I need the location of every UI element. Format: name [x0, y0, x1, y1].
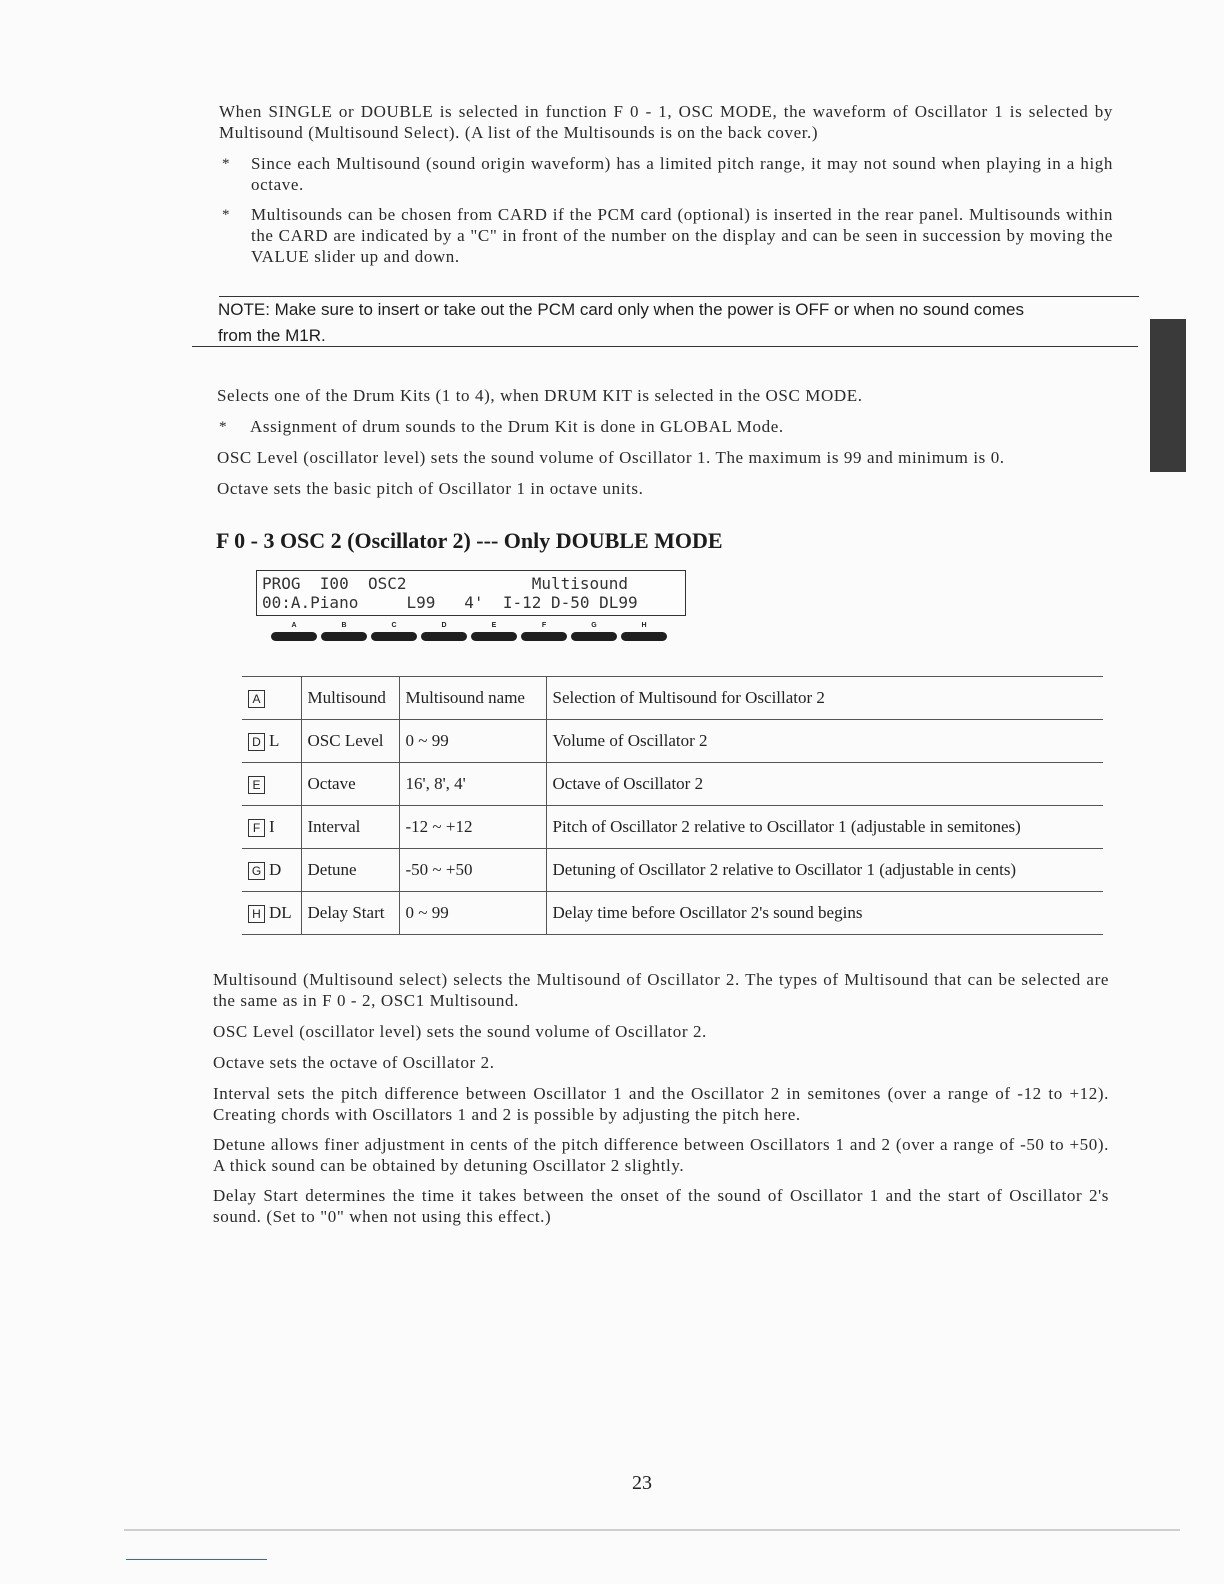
desc-cell: Volume of Oscillator 2	[546, 720, 1103, 763]
knob-c[interactable]	[371, 632, 417, 641]
detune-paragraph: Detune allows finer adjustment in cents of the pitch difference between Oscillators 1 and 2 (over a range of -50 to +50). A thick sound can be obtained by detuning Oscillator 2 slightly.	[213, 1135, 1109, 1175]
note-line-1: NOTE: Make sure to insert or take out the PCM card only when the power is OFF or when no sound comes	[218, 300, 1024, 319]
osc-level-2-paragraph: OSC Level (oscillator level) sets the sound volume of Oscillator 2.	[213, 1022, 707, 1041]
knob-label-a: A	[291, 622, 297, 629]
section-heading: F 0 - 3 OSC 2 (Oscillator 2) --- Only DOUBLE MODE	[216, 528, 723, 553]
knob-h[interactable]	[621, 632, 667, 641]
knob-a[interactable]	[271, 632, 317, 641]
lcd-line-2: 00:A.Piano L99 4' I-12 D-50 DL99	[262, 593, 638, 612]
param-cell: Octave	[301, 763, 399, 806]
drum-kit-paragraph: Selects one of the Drum Kits (1 to 4), when DRUM KIT is selected in the OSC MODE.	[217, 386, 863, 405]
abbr: D	[269, 859, 282, 879]
page-number: 23	[632, 1472, 652, 1494]
multisound-paragraph: Multisound (Multisound select) selects the Multisound of Oscillator 2. The types of Multisound that can be selected are the same as in F 0 - 2, OSC1 Multisound.	[213, 970, 1109, 1010]
osc-level-paragraph: OSC Level (oscillator level) sets the sound volume of Oscillator 1. The maximum is 99 and minimum is 0.	[217, 448, 1005, 467]
key-box: G	[248, 862, 265, 880]
key-cell	[242, 720, 301, 763]
knob-g[interactable]	[571, 632, 617, 641]
key-box: D	[248, 733, 265, 751]
table-row	[242, 849, 1103, 892]
knob-label-g: G	[591, 622, 597, 629]
note-line-2: from the M1R.	[218, 326, 326, 345]
drum-kit-bullet: Assignment of drum sounds to the Drum Kit is done in GLOBAL Mode.	[250, 417, 784, 436]
knob-label-d: D	[441, 622, 447, 629]
section-side-tab	[1150, 319, 1186, 472]
key-box: A	[248, 690, 265, 708]
range-cell: 0 ~ 99	[399, 892, 546, 935]
abbr: DL	[269, 902, 292, 922]
knob-e[interactable]	[471, 632, 517, 641]
range-cell: Multisound name	[399, 677, 546, 720]
key-box: F	[248, 819, 265, 837]
key-box: H	[248, 905, 265, 923]
knob-label-c: C	[391, 622, 397, 629]
desc-cell: Octave of Oscillator 2	[546, 763, 1103, 806]
range-cell: 0 ~ 99	[399, 720, 546, 763]
key-cell	[242, 849, 301, 892]
param-cell: OSC Level	[301, 720, 399, 763]
bullet-mark: *	[222, 207, 230, 223]
table-row	[242, 806, 1103, 849]
delay-start-paragraph: Delay Start determines the time it takes between the onset of the sound of Oscillator 1 and the start of Oscillator 2's sound. (Set to "0" when not using this effect.)	[213, 1186, 1109, 1226]
param-cell: Detune	[301, 849, 399, 892]
knob-b[interactable]	[321, 632, 367, 641]
key-cell	[242, 806, 301, 849]
knob-f[interactable]	[521, 632, 567, 641]
desc-cell: Selection of Multisound for Oscillator 2	[546, 677, 1103, 720]
table-row	[242, 720, 1103, 763]
bottom-rule	[124, 1529, 1180, 1531]
knob-label-b: B	[341, 622, 347, 629]
abbr: I	[269, 816, 275, 836]
intro-bullet-2: Multisounds can be chosen from CARD if the PCM card (optional) is inserted in the rear panel. Multisounds within the CARD are indicated by a "C" in front of the number on the display and can be seen in succession by moving the VALUE slider up and down.	[251, 205, 1113, 266]
octave-2-paragraph: Octave sets the octave of Oscillator 2.	[213, 1053, 495, 1072]
knob-d[interactable]	[421, 632, 467, 641]
intro-paragraph: When SINGLE or DOUBLE is selected in function F 0 - 1, OSC MODE, the waveform of Oscillator 1 is selected by Multisound (Multisound Select). (A list of the Multisounds is on the back cover.)	[219, 102, 1113, 142]
desc-cell: Delay time before Oscillator 2's sound begins	[546, 892, 1103, 935]
range-cell: -12 ~ +12	[399, 806, 546, 849]
parameter-table	[242, 676, 1103, 935]
param-cell: Multisound	[301, 677, 399, 720]
key-cell	[242, 763, 301, 806]
range-cell: -50 ~ +50	[399, 849, 546, 892]
footnote-rule	[126, 1559, 267, 1560]
table-row	[242, 677, 1103, 720]
intro-bullet-1: Since each Multisound (sound origin waveform) has a limited pitch range, it may not sound when playing in a high octave.	[251, 154, 1113, 194]
interval-paragraph: Interval sets the pitch difference between Oscillator 1 and the Oscillator 2 in semitones (over a range of -12 to +12). Creating chords with Oscillators 1 and 2 is possible by adjusting the pitch here.	[213, 1084, 1109, 1124]
bullet-mark: *	[222, 156, 230, 172]
lcd-line-1: PROG I00 OSC2 Multisound	[262, 574, 629, 593]
bullet-mark: *	[219, 419, 227, 435]
key-cell	[242, 892, 301, 935]
knob-label-e: E	[491, 622, 497, 629]
table-row	[242, 763, 1103, 806]
param-cell: Interval	[301, 806, 399, 849]
range-cell: 16', 8', 4'	[399, 763, 546, 806]
note-bottom-rule	[192, 346, 1138, 347]
desc-cell: Pitch of Oscillator 2 relative to Oscillator 1 (adjustable in semitones)	[546, 806, 1103, 849]
knob-label-h: H	[641, 622, 647, 629]
lcd-display	[256, 570, 686, 616]
desc-cell: Detuning of Oscillator 2 relative to Oscillator 1 (adjustable in cents)	[546, 849, 1103, 892]
key-box: E	[248, 776, 265, 794]
knob-label-f: F	[541, 622, 547, 629]
table-row	[242, 892, 1103, 935]
param-cell: Delay Start	[301, 892, 399, 935]
key-cell	[242, 677, 301, 720]
abbr: L	[269, 730, 280, 750]
octave-paragraph: Octave sets the basic pitch of Oscillator 1 in octave units.	[217, 479, 644, 498]
